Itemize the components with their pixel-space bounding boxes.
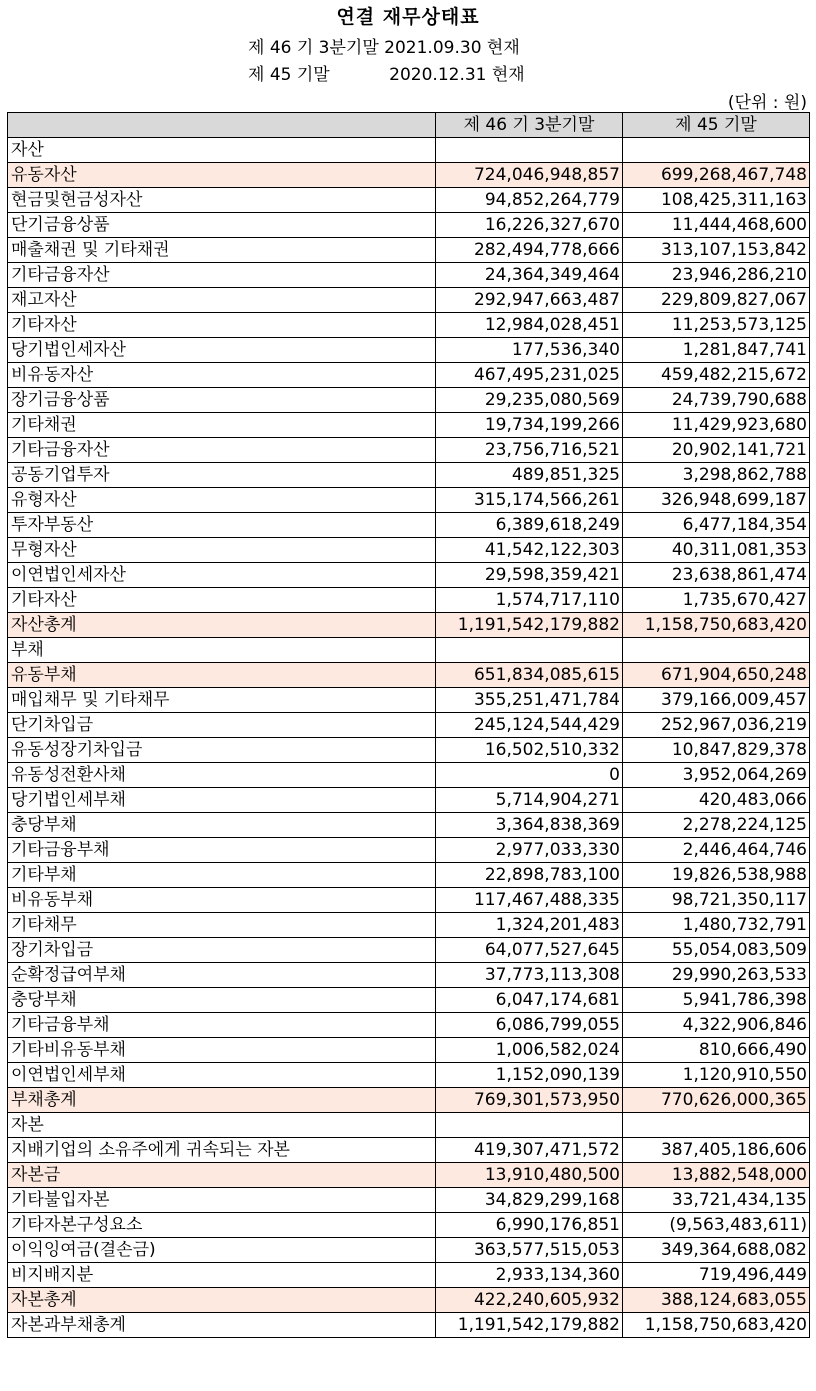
current-period-value: 16,226,327,670 <box>436 213 623 238</box>
current-period-value: 6,990,176,851 <box>436 1213 623 1238</box>
current-period-value: 6,389,618,249 <box>436 513 623 538</box>
account-name: 유동성장기차입금 <box>8 738 436 763</box>
current-period-value: 23,756,716,521 <box>436 438 623 463</box>
current-period-value: 315,174,566,261 <box>436 488 623 513</box>
current-period-value <box>436 1113 623 1138</box>
table-row <box>8 1188 810 1213</box>
current-period-value: 1,191,542,179,882 <box>436 613 623 638</box>
previous-period-value: 671,904,650,248 <box>623 663 810 688</box>
previous-period-value: 349,364,688,082 <box>623 1238 810 1263</box>
account-name: 장기금융상품 <box>8 388 436 413</box>
current-period-value: 1,324,201,483 <box>436 913 623 938</box>
previous-period-value: (9,563,483,611) <box>623 1213 810 1238</box>
previous-period-value: 719,496,449 <box>623 1263 810 1288</box>
table-row <box>8 813 810 838</box>
table-row <box>8 838 810 863</box>
table-row <box>8 588 810 613</box>
current-period-value: 1,152,090,139 <box>436 1063 623 1088</box>
previous-period-value: 5,941,786,398 <box>623 988 810 1013</box>
table-row <box>8 138 810 163</box>
account-name: 자본 <box>8 1113 436 1138</box>
account-name: 단기금융상품 <box>8 213 436 238</box>
current-period-value: 724,046,948,857 <box>436 163 623 188</box>
previous-period-value: 24,739,790,688 <box>623 388 810 413</box>
table-row <box>8 338 810 363</box>
previous-period-value: 23,946,286,210 <box>623 263 810 288</box>
table-body <box>8 138 810 1338</box>
table-row <box>8 288 810 313</box>
account-name: 기타금융자산 <box>8 263 436 288</box>
current-period-value: 177,536,340 <box>436 338 623 363</box>
current-period-value: 292,947,663,487 <box>436 288 623 313</box>
previous-period-value: 1,281,847,741 <box>623 338 810 363</box>
account-name: 기타자본구성요소 <box>8 1213 436 1238</box>
table-row <box>8 1138 810 1163</box>
table-row <box>8 613 810 638</box>
table-row <box>8 688 810 713</box>
previous-period-value: 1,735,670,427 <box>623 588 810 613</box>
account-name: 기타비유동부채 <box>8 1038 436 1063</box>
current-period-value: 19,734,199,266 <box>436 413 623 438</box>
table-row <box>8 1288 810 1313</box>
account-name: 장기차입금 <box>8 938 436 963</box>
current-period-value: 37,773,113,308 <box>436 963 623 988</box>
table-row <box>8 188 810 213</box>
current-period-value: 419,307,471,572 <box>436 1138 623 1163</box>
current-period-value: 16,502,510,332 <box>436 738 623 763</box>
table-row <box>8 1263 810 1288</box>
current-period-value: 1,574,717,110 <box>436 588 623 613</box>
previous-period-value: 33,721,434,135 <box>623 1188 810 1213</box>
account-name: 기타불입자본 <box>8 1188 436 1213</box>
current-period-value: 1,006,582,024 <box>436 1038 623 1063</box>
account-name: 매출채권 및 기타채권 <box>8 238 436 263</box>
current-period-value: 363,577,515,053 <box>436 1238 623 1263</box>
table-row <box>8 788 810 813</box>
previous-period-value: 1,158,750,683,420 <box>623 1313 810 1338</box>
current-period-value: 13,910,480,500 <box>436 1163 623 1188</box>
account-name: 자본총계 <box>8 1288 436 1313</box>
balance-sheet-table <box>7 112 810 1338</box>
previous-period-value: 3,298,862,788 <box>623 463 810 488</box>
account-name: 기타자산 <box>8 588 436 613</box>
current-period-value: 6,047,174,681 <box>436 988 623 1013</box>
previous-period-value: 770,626,000,365 <box>623 1088 810 1113</box>
table-row <box>8 938 810 963</box>
current-period-value: 651,834,085,615 <box>436 663 623 688</box>
current-period-value: 2,977,033,330 <box>436 838 623 863</box>
current-period-value: 0 <box>436 763 623 788</box>
current-period-value: 64,077,527,645 <box>436 938 623 963</box>
account-name: 자본과부채총계 <box>8 1313 436 1338</box>
unit-label: (단위 : 원) <box>727 93 807 113</box>
account-name: 충당부채 <box>8 813 436 838</box>
account-name: 충당부채 <box>8 988 436 1013</box>
previous-period-value: 379,166,009,457 <box>623 688 810 713</box>
table-row <box>8 488 810 513</box>
table-row <box>8 1113 810 1138</box>
previous-period-value: 2,446,464,746 <box>623 838 810 863</box>
previous-period-value: 108,425,311,163 <box>623 188 810 213</box>
account-name: 무형자산 <box>8 538 436 563</box>
account-name: 기타채권 <box>8 413 436 438</box>
table-row <box>8 1238 810 1263</box>
previous-period-value: 326,948,699,187 <box>623 488 810 513</box>
account-name: 부채 <box>8 638 436 663</box>
table-row <box>8 263 810 288</box>
previous-period-value: 3,952,064,269 <box>623 763 810 788</box>
previous-period-value: 19,826,538,988 <box>623 863 810 888</box>
account-name: 비유동자산 <box>8 363 436 388</box>
header-previous-period: 제 45 기말 <box>623 113 810 138</box>
account-name: 유동자산 <box>8 163 436 188</box>
current-period-value: 467,495,231,025 <box>436 363 623 388</box>
current-period-value <box>436 638 623 663</box>
account-name: 매입채무 및 기타채무 <box>8 688 436 713</box>
account-name: 지배기업의 소유주에게 귀속되는 자본 <box>8 1138 436 1163</box>
account-name: 자본금 <box>8 1163 436 1188</box>
account-name: 자산 <box>8 138 436 163</box>
previous-period-value: 11,429,923,680 <box>623 413 810 438</box>
account-name: 기타금융부채 <box>8 838 436 863</box>
table-row <box>8 738 810 763</box>
table-row <box>8 913 810 938</box>
account-name: 비지배지분 <box>8 1263 436 1288</box>
current-period-value: 2,933,134,360 <box>436 1263 623 1288</box>
previous-period-value: 55,054,083,509 <box>623 938 810 963</box>
previous-period-value: 29,990,263,533 <box>623 963 810 988</box>
previous-period-value <box>623 1113 810 1138</box>
account-name: 당기법인세부채 <box>8 788 436 813</box>
previous-period-value: 98,721,350,117 <box>623 888 810 913</box>
account-name: 이익잉여금(결손금) <box>8 1238 436 1263</box>
table-row <box>8 1088 810 1113</box>
previous-period-value: 20,902,141,721 <box>623 438 810 463</box>
table-row <box>8 638 810 663</box>
current-period-value: 245,124,544,429 <box>436 713 623 738</box>
table-row <box>8 363 810 388</box>
table-row <box>8 1038 810 1063</box>
previous-period-value: 6,477,184,354 <box>623 513 810 538</box>
previous-period-value: 4,322,906,846 <box>623 1013 810 1038</box>
current-period-value: 34,829,299,168 <box>436 1188 623 1213</box>
previous-period-value <box>623 638 810 663</box>
current-period-value: 5,714,904,271 <box>436 788 623 813</box>
table-row <box>8 663 810 688</box>
table-row <box>8 1213 810 1238</box>
table-row <box>8 963 810 988</box>
account-name: 유동부채 <box>8 663 436 688</box>
current-period-value: 29,598,359,421 <box>436 563 623 588</box>
previous-period-value: 229,809,827,067 <box>623 288 810 313</box>
current-period-value: 41,542,122,303 <box>436 538 623 563</box>
account-name: 기타채무 <box>8 913 436 938</box>
account-name: 기타금융부채 <box>8 1013 436 1038</box>
current-period-value: 422,240,605,932 <box>436 1288 623 1313</box>
table-row <box>8 863 810 888</box>
previous-period-value: 10,847,829,378 <box>623 738 810 763</box>
table-row <box>8 1013 810 1038</box>
previous-period-value: 252,967,036,219 <box>623 713 810 738</box>
current-period-value <box>436 138 623 163</box>
table-row <box>8 513 810 538</box>
previous-period-value: 810,666,490 <box>623 1038 810 1063</box>
account-name: 이연법인세자산 <box>8 563 436 588</box>
account-name: 재고자산 <box>8 288 436 313</box>
previous-period-value: 1,158,750,683,420 <box>623 613 810 638</box>
account-name: 기타부채 <box>8 863 436 888</box>
previous-period-value: 23,638,861,474 <box>623 563 810 588</box>
current-period-value: 769,301,573,950 <box>436 1088 623 1113</box>
account-name: 현금및현금성자산 <box>8 188 436 213</box>
account-name: 부채총계 <box>8 1088 436 1113</box>
table-row <box>8 238 810 263</box>
current-period-value: 94,852,264,779 <box>436 188 623 213</box>
current-period-value: 22,898,783,100 <box>436 863 623 888</box>
previous-period-value: 699,268,467,748 <box>623 163 810 188</box>
header-current-period: 제 46 기 3분기말 <box>436 113 623 138</box>
table-row <box>8 888 810 913</box>
table-row <box>8 388 810 413</box>
table-row <box>8 538 810 563</box>
previous-period-value: 11,253,573,125 <box>623 313 810 338</box>
current-period-value: 6,086,799,055 <box>436 1013 623 1038</box>
previous-period-value: 459,482,215,672 <box>623 363 810 388</box>
previous-period-value: 1,480,732,791 <box>623 913 810 938</box>
previous-period-value: 11,444,468,600 <box>623 213 810 238</box>
table-row <box>8 463 810 488</box>
current-period-value: 117,467,488,335 <box>436 888 623 913</box>
header-account <box>8 113 436 138</box>
current-period-value: 24,364,349,464 <box>436 263 623 288</box>
previous-period-value: 313,107,153,842 <box>623 238 810 263</box>
account-name: 자산총계 <box>8 613 436 638</box>
current-period-value: 12,984,028,451 <box>436 313 623 338</box>
current-period-value: 282,494,778,666 <box>436 238 623 263</box>
table-row <box>8 413 810 438</box>
previous-period-value: 1,120,910,550 <box>623 1063 810 1088</box>
account-name: 비유동부채 <box>8 888 436 913</box>
table-row <box>8 713 810 738</box>
table-row <box>8 438 810 463</box>
period-previous: 제 45 기말 2020.12.31 현재 <box>248 65 525 85</box>
table-row <box>8 313 810 338</box>
previous-period-value <box>623 138 810 163</box>
current-period-value: 1,191,542,179,882 <box>436 1313 623 1338</box>
account-name: 이연법인세부채 <box>8 1063 436 1088</box>
current-period-value: 3,364,838,369 <box>436 813 623 838</box>
table-row <box>8 213 810 238</box>
account-name: 기타자산 <box>8 313 436 338</box>
previous-period-value: 420,483,066 <box>623 788 810 813</box>
account-name: 순확정급여부채 <box>8 963 436 988</box>
account-name: 투자부동산 <box>8 513 436 538</box>
previous-period-value: 13,882,548,000 <box>623 1163 810 1188</box>
table-row <box>8 163 810 188</box>
account-name: 당기법인세자산 <box>8 338 436 363</box>
table-row <box>8 1063 810 1088</box>
account-name: 공동기업투자 <box>8 463 436 488</box>
table-row <box>8 563 810 588</box>
table-header-row <box>8 113 810 138</box>
table-row <box>8 988 810 1013</box>
period-current: 제 46 기 3분기말 2021.09.30 현재 <box>248 38 520 58</box>
current-period-value: 489,851,325 <box>436 463 623 488</box>
document-title: 연결 재무상태표 <box>336 6 480 28</box>
previous-period-value: 388,124,683,055 <box>623 1288 810 1313</box>
account-name: 유동성전환사채 <box>8 763 436 788</box>
account-name: 유형자산 <box>8 488 436 513</box>
current-period-value: 355,251,471,784 <box>436 688 623 713</box>
previous-period-value: 387,405,186,606 <box>623 1138 810 1163</box>
account-name: 기타금융자산 <box>8 438 436 463</box>
table-row <box>8 1163 810 1188</box>
table-row <box>8 763 810 788</box>
table-row <box>8 1313 810 1338</box>
account-name: 단기차입금 <box>8 713 436 738</box>
previous-period-value: 2,278,224,125 <box>623 813 810 838</box>
current-period-value: 29,235,080,569 <box>436 388 623 413</box>
previous-period-value: 40,311,081,353 <box>623 538 810 563</box>
